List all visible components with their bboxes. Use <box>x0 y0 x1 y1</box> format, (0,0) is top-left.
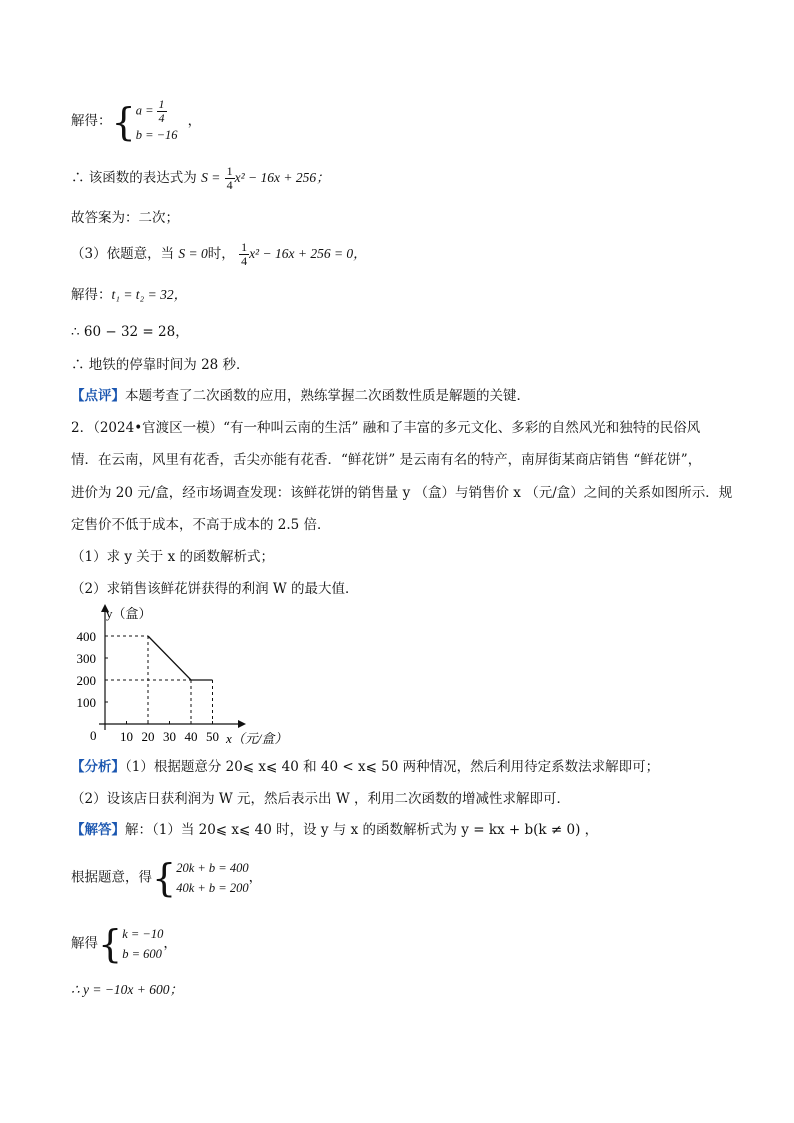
solve-system-line: 解得：{ a = $\frac{1}{4}$ b = −16 ， <box>71 97 202 144</box>
x-axis-label: x（元/盒） <box>226 731 288 746</box>
solve-k-line: 解得{ k = −10 b = 600 ， <box>71 922 177 966</box>
result-line: ∴ y = −10x + 600； <box>71 982 184 997</box>
x-tick-label: 40 <box>184 729 198 744</box>
problem2-line3: 进价为 20 元/盒，经市场调查发现：该鲜花饼的销售量 y （盒）与销售价 x （元/盒）之间的关系如图所示．规 <box>71 485 733 501</box>
answer-line1: 【解答】解：（1）当 20⩽ x⩽ 40 时，设 y 与 x 的函数解析式为 y = kx + b(k ≠ 0) ， <box>71 822 599 838</box>
y-tick-label: 200 <box>76 673 96 688</box>
comment-line: 【点评】本题考查了二次函数的应用，熟练掌握二次函数性质是解题的关键． <box>71 388 530 404</box>
analysis-tag: 【分析】 <box>71 759 125 775</box>
comment-tag: 【点评】 <box>71 388 125 404</box>
answer-tag: 【解答】 <box>71 822 125 838</box>
left-brace-icon: { <box>98 922 123 966</box>
left-brace-icon: { <box>111 99 136 144</box>
problem2-q2: （2）求销售该鲜花饼获得的利润 W 的最大值． <box>71 581 359 597</box>
solve-label: 解得： <box>71 113 112 129</box>
y-tick-label: 400 <box>76 629 96 644</box>
problem2-line1: 2．（2024•官渡区一模）“有一种叫云南的生活” 融和了丰富的多元文化、多彩的自然风光和独特的民俗风 <box>71 420 701 436</box>
analysis-line1: 【分析】（1）根据题意分 20⩽ x⩽ 40 和 40 < x⩽ 50 两种情况，然后利用待定系数法求解即可； <box>71 759 660 775</box>
x-axis-arrow-icon <box>238 720 246 728</box>
x-tick-label: 50 <box>206 729 219 744</box>
basis-line: 根据题意，得{ 20k + b = 400 40k + b = 200 ， <box>71 856 263 900</box>
y-tick-label: 300 <box>76 651 96 666</box>
x-tick-label: 10 <box>120 729 133 744</box>
sales-chart <box>60 600 300 750</box>
expression-line: ∴ 该函数的表达式为 S = $\frac{1}{4}$ x² − 16x + 256； <box>71 164 330 192</box>
calc-line: ∴ 60 − 32 = 28， <box>71 324 189 340</box>
y-axis-label: y（盒） <box>106 606 152 621</box>
system-ab: a = $\frac{1}{4}$ b = −16 <box>135 97 178 142</box>
answer-line: 故答案为：二次； <box>71 210 179 226</box>
solve2-line: 解得：t₁ = t₂ = 32， <box>71 287 188 303</box>
problem2-line4: 定售价不低于成本，不高于成本的 2.5 倍． <box>71 517 331 533</box>
q3-line: （3）依题意，当 S = 0时， $\frac{1}{4}$ x² − 16x + 256 = 0， <box>71 240 367 268</box>
analysis-line2: （2）设该店日获利润为 W 元，然后表示出 W ，利用二次函数的增减性求解即可． <box>71 791 571 807</box>
left-brace-icon: { <box>152 856 177 900</box>
series-line <box>148 636 213 680</box>
origin-label: 0 <box>90 728 97 743</box>
y-tick-label: 100 <box>76 695 96 710</box>
x-tick-label: 20 <box>141 729 155 744</box>
problem2-q1: （1）求 y 关于 x 的函数解析式； <box>71 549 274 565</box>
conclusion-line: ∴ 地铁的停靠时间为 28 秒． <box>71 357 250 373</box>
problem2-line2: 情．在云南，风里有花香，舌尖亦能有花香．“鲜花饼” 是云南有名的特产，南屏街某商店销售 “鲜花饼”， <box>71 452 702 468</box>
x-tick-label: 30 <box>163 729 176 744</box>
